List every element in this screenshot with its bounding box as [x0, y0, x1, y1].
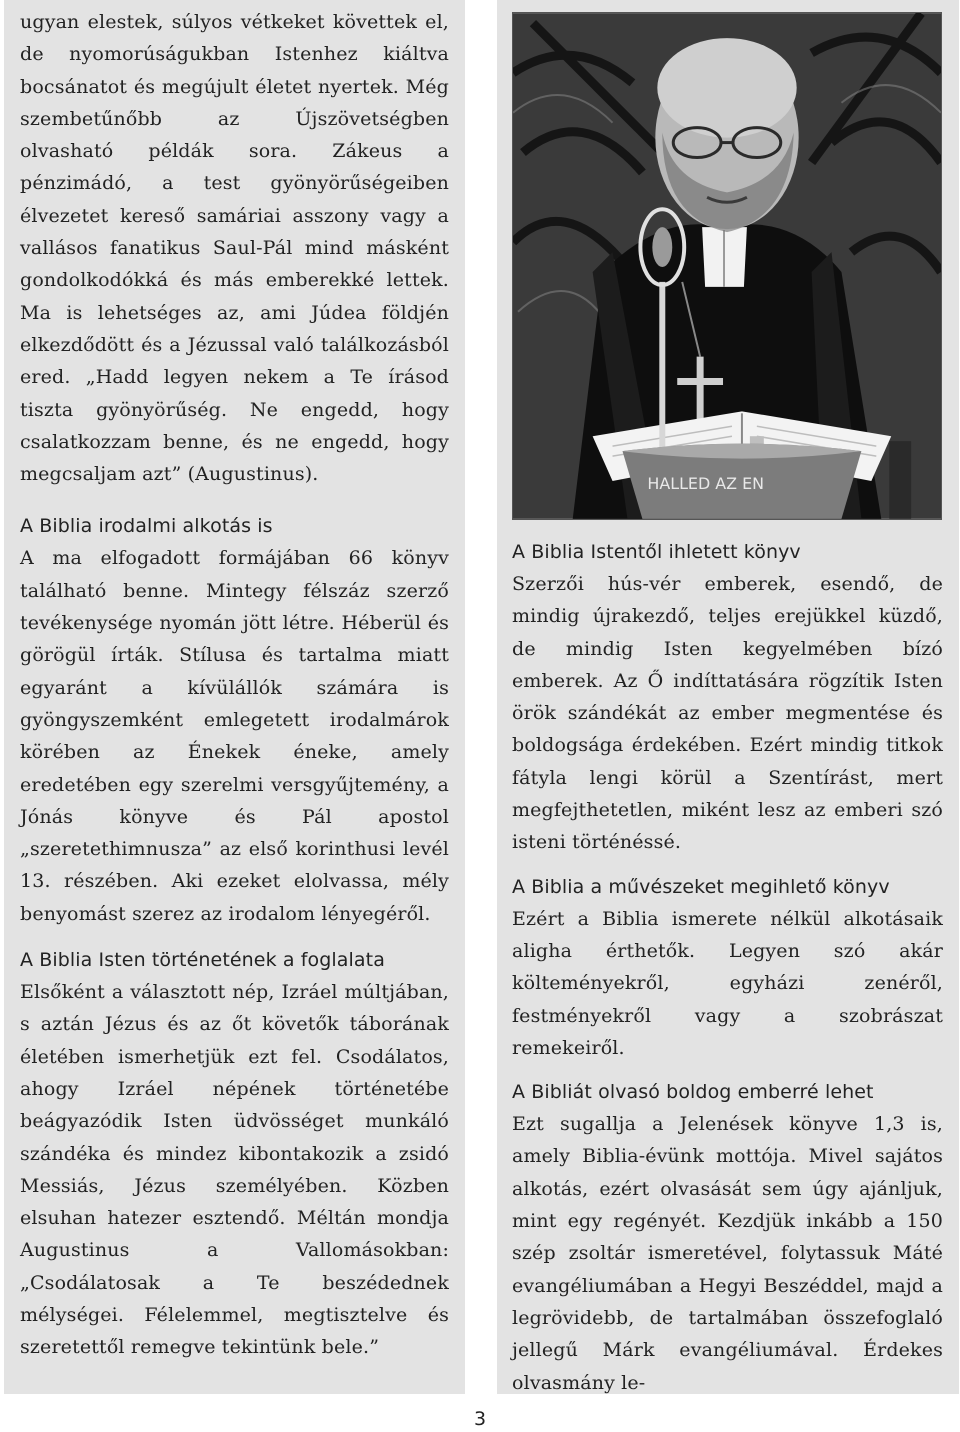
- bishop-preaching-photo: [512, 12, 942, 520]
- heading-god-story: A Biblia Isten történetének a foglalata: [20, 949, 385, 972]
- heading-inspired-book: A Biblia Istentől ihletett könyv: [512, 541, 801, 563]
- heading-happy-reader: A Bibliát olvasó boldog emberré lehet: [512, 1081, 874, 1104]
- right-paragraph-2: Ezért a Biblia ismerete nélkül alkotásaik aligha érthetők. Legyen szó akár költeményekről, egyházi zenéről, festményekről vagy a szobrászat remekeiről.: [512, 907, 943, 1059]
- heading-literary-work: A Biblia irodalmi alkotás is: [20, 515, 273, 538]
- left-column: [4, 0, 465, 1394]
- left-paragraph-1: ugyan elestek, súlyos vétkeket követtek el, de nyomorúságukban Istenhez kiáltva bocsánatot és megújult életet nyertek. Még szembetűnőbb az Újszövetségben olvasható példák sora. Zákeus a pénzimádó, a test gyönyörűségeiben élvezetet kereső samáriai asszony vagy a vallásos fanatikus Saul-Pál mind másként gondolkodókká és más emberekké lettek. Ma is lehetséges az, ami Júdea földjén elkezdődött és a Jézussal való találkozásból ered. „Hadd legyen nekem a Te írásod tiszta gyönyörűség. Ne engedd, hogy csalatkozzam benne, és ne engedd, hogy megcsaljam azt” (Augustinus).: [20, 11, 449, 486]
- left-paragraph-3: Elsőként a választott nép, Izráel múltjában, s aztán Jézus és az őt követők táborának életében ismerhetjük ezt fel. Csodálatos, ahogy Izráel népének történetébe beágyazódik Isten üdvösséget munkáló szándéka és mindez kibontakozik a zsidó Messiás, Jézus személyében. Közben elsuhan hatezer esztendő. Méltán mondja Augustinus a Vallomásokban: „Csodálatosak a Te beszédednek mélységei. Félelemmel, megtisztelve és szeretettől remegve tekintünk bele.”: [20, 981, 449, 1359]
- page-number: 3: [474, 1408, 487, 1430]
- left-paragraph-2: A ma elfogadott formájában 66 könyv található benne. Mintegy félszáz szerző tevékenysége nyomán jött létre. Héberül és görögül írták. Stílusa és tartalma miatt egyaránt a kívülállók számára is gyöngyszemként emlegetett irodalmárok körében az Énekek éneke, amely eredetében egy szerelmi versgyűjtemény, a Jónás könyve és Pál apostol „szeretethimnusza” az első korinthusi levél 13. részében. Aki ezeket elolvassa, mély benyomást szerez az irodalom lényegéről.: [20, 547, 449, 925]
- pulpit-inscription: HALLED AZ EN: [647, 473, 765, 493]
- heading-artists-book: A Biblia a művészeket megihlető könyv: [512, 875, 890, 898]
- right-paragraph-1: Szerzői hús-vér emberek, esendő, de mindig újrakezdő, teljes erejükkel küzdő, de mindig Isten kegyelmében bízó emberek. Az Ő indíttatására rögzítik Isten örök szándékát az ember megmentése és boldogsága érdekében. Ezért mindig titkok fátyla lengi körül a Szentírást, mert megfejthetetlen, miként lesz az emberi szó isteni történéssé.: [512, 573, 943, 854]
- right-paragraph-3: Ezt sugallja a Jelenések könyve 1,3 is, amely Biblia-évünk mottója. Mivel sajátos alkotás, ezért olvasását sem úgy ajánljuk, mint egy regényét. Kezdjük inkább a 150 szép zsoltár ismeretével, folytassuk Máté evangéliumában a Hegyi Beszéddel, majd a legrövidebb, de tartalmában összefoglaló jellegű Márk evangéliumával. Érdekes olvasmány le-: [512, 1113, 943, 1394]
- right-column: [497, 0, 959, 1394]
